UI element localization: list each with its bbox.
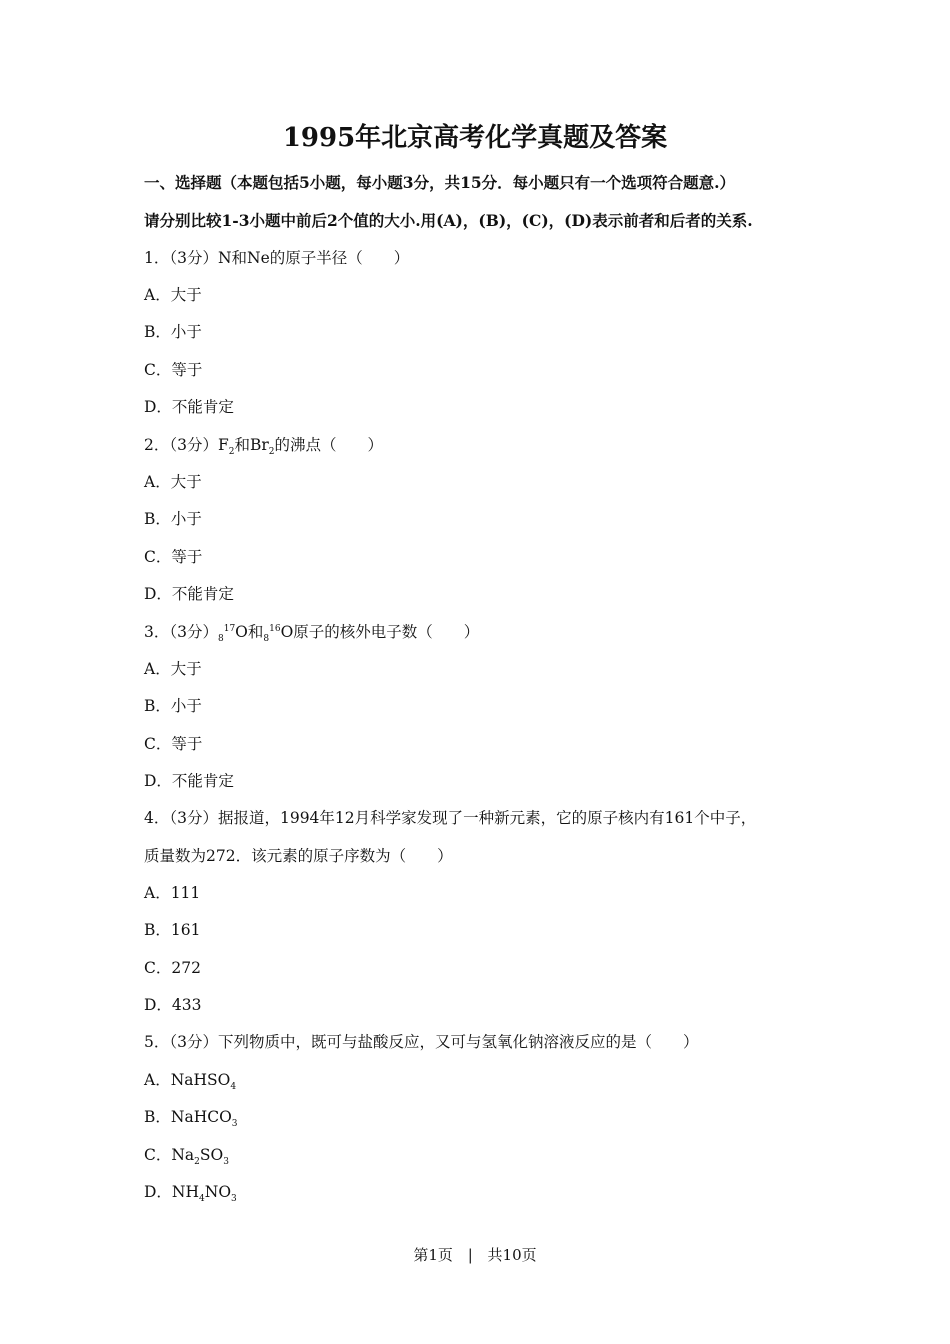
footer-separator: |	[467, 1246, 473, 1264]
question-1-option-a: A．大于	[144, 286, 202, 304]
question-5-option-d	[144, 1181, 840, 1203]
q5-d-sub-1: 4	[199, 1194, 205, 1205]
q2-prefix: 2．（3分）F	[144, 436, 229, 454]
question-1-option-d: D．不能肯定	[144, 398, 234, 416]
q3-sub-2: 8	[263, 634, 270, 645]
q2-sub-1: 2	[228, 447, 235, 458]
question-4-stem-line-2: 质量数为272．该元素的原子序数为（ ）	[144, 847, 453, 865]
question-1-option-c: C．等于	[144, 361, 203, 379]
question-3-option-b: B．小于	[144, 697, 202, 715]
question-2-option-b: B．小于	[144, 510, 202, 528]
question-1-stem: 1．（3分）N和Ne的原子半径（ ）	[144, 249, 410, 267]
question-3-option-a: A．大于	[144, 660, 202, 678]
question-3-option-d: D．不能肯定	[144, 772, 234, 790]
q3-sup-2: 16	[269, 623, 281, 634]
q5-d-mid: NO	[204, 1183, 232, 1201]
q3-sub-1: 8	[217, 634, 224, 645]
section-heading: 一、选择题（本题包括5小题，每小题3分，共15分．每小题只有一个选项符合题意.）	[144, 173, 736, 192]
q5-c-sub-2: 3	[223, 1157, 229, 1168]
question-2-option-c: C．等于	[144, 548, 203, 566]
q5-c-mid: SO	[199, 1146, 224, 1164]
question-2-option-d: D．不能肯定	[144, 585, 234, 603]
q5-a-text: A．NaHSO	[144, 1071, 231, 1089]
q5-a-sub: 4	[230, 1082, 237, 1093]
question-2-stem	[144, 434, 840, 456]
page-footer	[0, 1244, 950, 1266]
instruction-text: 请分别比较1-3小题中前后2个值的大小.用(A)，(B)，(C)，(D)表示前者和后者的关系.	[144, 211, 753, 230]
q3-sup-1: 17	[223, 623, 236, 634]
q5-b-sub: 3	[231, 1119, 238, 1130]
q5-d-text: D．NH	[144, 1183, 200, 1201]
question-4-option-b: B．161	[144, 921, 201, 939]
q2-sub-2: 2	[268, 447, 275, 458]
question-4-option-d: D．433	[144, 996, 202, 1014]
question-2-option-a: A．大于	[144, 473, 202, 491]
page-title: 1995年北京高考化学真题及答案	[282, 123, 668, 153]
question-3-stem	[144, 621, 840, 643]
q5-d-sub-2: 3	[231, 1194, 237, 1205]
question-5-option-a	[144, 1069, 840, 1091]
q3-prefix: 3．（3分）	[144, 623, 218, 641]
page-number: 第1页	[413, 1246, 453, 1264]
q2-mid: 和Br	[234, 436, 269, 454]
q2-suffix: 的沸点（ ）	[274, 436, 384, 454]
question-5-option-b	[144, 1106, 840, 1128]
question-4-stem-line-1: 4．（3分）据报道，1994年12月科学家发现了一种新元素，它的原子核内有161个中子，	[144, 809, 757, 827]
q3-suffix: O原子的核外电子数（ ）	[280, 623, 480, 641]
q5-b-text: B．NaHCO	[144, 1108, 232, 1126]
question-5-option-c	[144, 1144, 840, 1166]
question-3-option-c: C．等于	[144, 735, 203, 753]
question-4-option-c: C．272	[144, 959, 201, 977]
q3-mid: O和	[235, 623, 264, 641]
q5-c-sub-1: 2	[194, 1157, 200, 1168]
question-4-option-a: A．111	[144, 884, 201, 902]
question-1-option-b: B．小于	[144, 323, 202, 341]
question-5-stem: 5．（3分）下列物质中，既可与盐酸反应，又可与氢氧化钠溶液反应的是（ ）	[144, 1033, 699, 1051]
page-total: 共10页	[487, 1246, 537, 1264]
q5-c-text: C．Na	[144, 1146, 195, 1164]
